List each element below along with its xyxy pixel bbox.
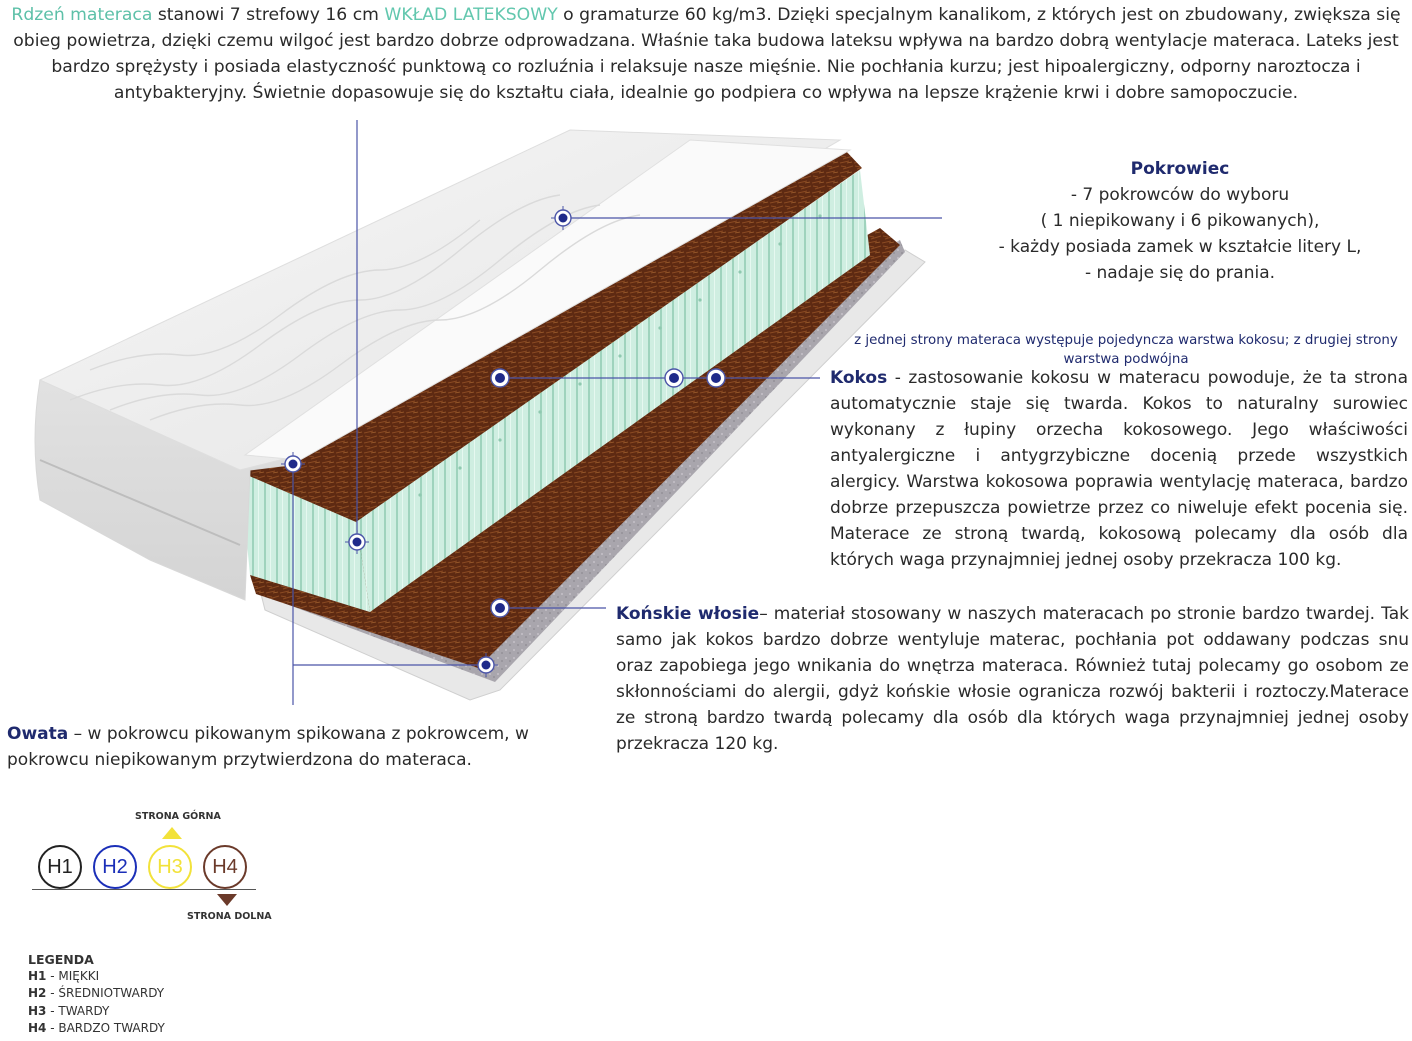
bottom-side-label: STRONA DOLNA xyxy=(187,911,272,922)
kokos-title: Kokos xyxy=(830,368,888,388)
hardness-h3-badge: H3 xyxy=(148,845,192,889)
intro-text-1: stanowi 7 strefowy 16 cm xyxy=(152,5,385,25)
owata-block xyxy=(7,721,537,773)
pokrowiec-line-3: - każdy posiada zamek w kształcie litery L, xyxy=(998,237,1362,257)
legend-desc: - BARDZO TWARDY xyxy=(46,1020,165,1035)
down-arrow-icon xyxy=(215,893,239,907)
konskie-text: – materiał stosowany w naszych materacach po stronie bardzo twardej. Tak samo jak kokos bardzo dobrze wentyluje materac, pochłania pot oddawany podczas snu oraz zapobiega jego wnikania do wnętrza materaca. Również tutaj polecamy go osobom ze skłonnościami do alergii, gdyż końskie włosie ogranicza rozwój bakterii i roztoczy.Materace ze stroną bardzo twardą polecamy dla osób dla których waga przynajmniej jednej osoby przekracza 120 kg. xyxy=(616,604,1410,754)
intro-text-2: o gramaturze 60 kg/m3. Dzięki specjalnym kanalikom, z których jest on zbudowany, zwiększa się obieg powietrza, dzięki czemu wilgoć jest bardzo dobrze odprowadzana. Właśnie taka budowa lateksu wpływa na bardzo dobrą wentylacje materaca. Lateks jest bardzo sprężysty i posiada elastyczność punktową co rozluźnia i relaksuje nasze mięśnie. Nie pochłania kurzu; jest hipoalergiczny, odporny naroztocza i antybakteryjny. Świetnie dopasowuje się do kształtu ciała, idealnie go podpiera co wpływa na lepsze krążenie krwi i dobre samopoczucie. xyxy=(13,5,1401,103)
scale-divider xyxy=(32,889,256,890)
konskie-title: Końskie włosie xyxy=(616,604,760,624)
legend-item-h3 xyxy=(28,1003,165,1020)
legend-desc: - ŚREDNIOTWARDY xyxy=(46,986,165,1001)
legend-item-h2 xyxy=(28,985,165,1002)
pokrowiec-line-1: - 7 pokrowców do wyboru xyxy=(1070,185,1290,205)
marker-kokos-1 xyxy=(491,369,509,387)
intro-term-latex: WKŁAD LATEKSOWY xyxy=(384,5,558,25)
top-side-label: STRONA GÓRNA xyxy=(135,811,221,822)
marker-kokos-2 xyxy=(665,369,683,387)
legend-desc: - MIĘKKI xyxy=(46,969,100,984)
kokos-text: - zastosowanie kokosu w materacu powoduje, że ta strona automatycznie staje się twarda. Kokos to naturalny surowiec wykonany z łupiny orzecha kokosowego. Jego właściwości antyalergiczne i antygrzybiczne docenią przede wszystkich alergicy. Warstwa kokosowa poprawia wentylację materaca, bardzo dobrze przepuszcza powietrze przez co niweluje efekt pocenia się. Materace ze stroną twardą, kokosową polecamy dla osób dla których waga przynajmniej jednej osoby przekracza 100 kg. xyxy=(830,368,1408,570)
marker-konskie xyxy=(491,599,509,617)
up-arrow-icon xyxy=(160,826,184,840)
legend-item-h4 xyxy=(28,1020,165,1037)
hardness-h2-badge: H2 xyxy=(93,845,137,889)
konskie-block xyxy=(616,601,1409,757)
pokrowiec-block xyxy=(980,156,1380,286)
legend-code: H2 xyxy=(28,986,47,1001)
hardness-h1-badge: H1 xyxy=(38,845,82,889)
kokos-block xyxy=(830,365,1408,573)
marker-kokos-3 xyxy=(707,369,725,387)
legend-code: H4 xyxy=(28,1020,47,1035)
legend-code: H3 xyxy=(28,1003,47,1018)
owata-title: Owata xyxy=(7,724,69,744)
intro-term-core: Rdzeń materaca xyxy=(11,5,153,25)
legend xyxy=(28,951,165,1037)
pokrowiec-title: Pokrowiec xyxy=(1130,159,1230,179)
pokrowiec-line-2: ( 1 niepikowany i 6 pikowanych), xyxy=(1040,211,1320,231)
legend-item-h1 xyxy=(28,968,165,985)
owata-text: – w pokrowcu pikowanym spikowana z pokrowcem, w pokrowcu niepikowanym przytwierdzona do materaca. xyxy=(7,724,529,770)
kokos-note: z jednej strony materaca występuje pojedyncza warstwa kokosu; z drugiej strony warstwa podwójna xyxy=(854,333,1398,367)
hardness-h4-badge: H4 xyxy=(203,845,247,889)
legend-desc: - TWARDY xyxy=(46,1003,110,1018)
legend-title: LEGENDA xyxy=(28,952,94,967)
legend-code: H1 xyxy=(28,969,47,984)
pokrowiec-line-4: - nadaje się do prania. xyxy=(1084,263,1276,283)
